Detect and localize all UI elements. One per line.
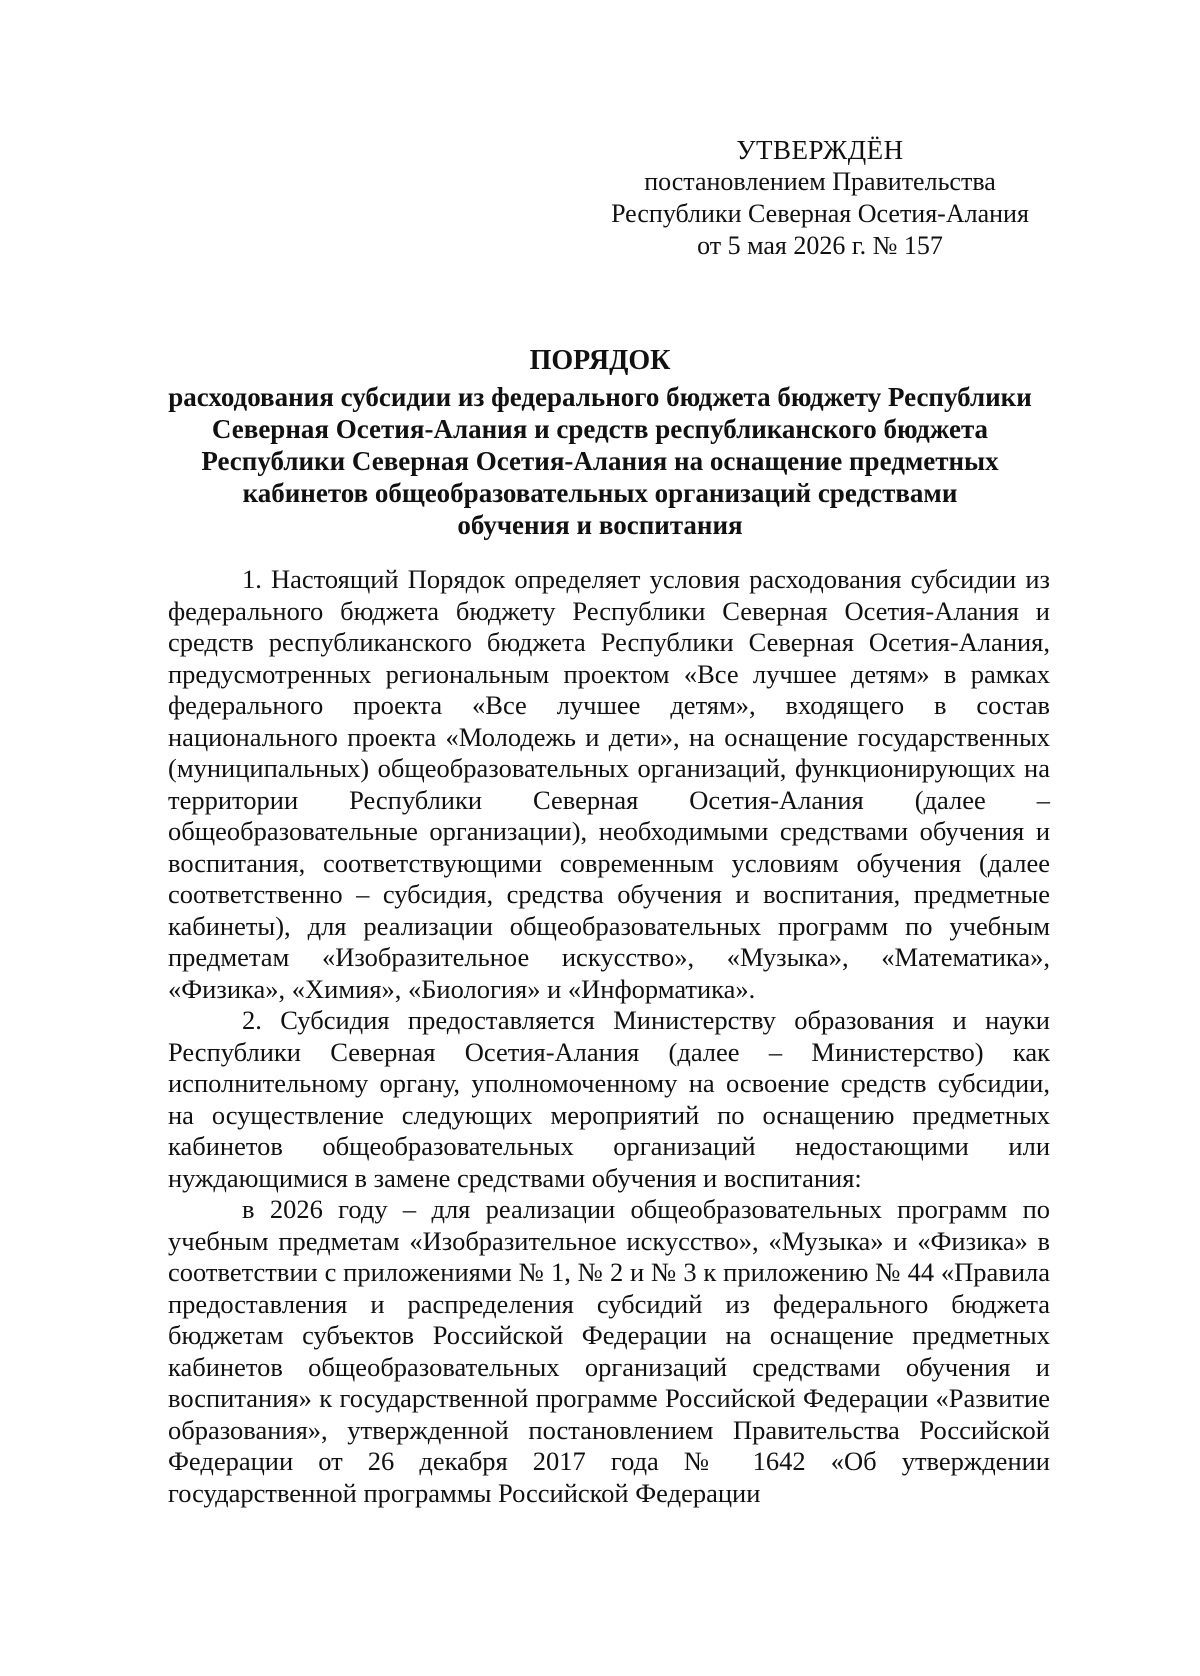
title-subline: расходования субсидии из федерального бюджета бюджету Республики bbox=[168, 382, 1032, 412]
document-title bbox=[160, 345, 1040, 541]
title-main: ПОРЯДОК bbox=[529, 345, 671, 376]
approval-block bbox=[590, 134, 1050, 262]
title-subline: Республики Северная Осетия-Алания на оснащение предметных bbox=[201, 446, 999, 476]
approval-line: Республики Северная Осетия-Алания bbox=[611, 199, 1029, 228]
approval-date-number: от 5 мая 2026 г. № 157 bbox=[697, 231, 943, 260]
paragraph: 2. Субсидия предоставляется Министерству образования и науки Республики Северная Осетия-Алания (далее – Министерство) как исполнительному органу, уполномоченному на освоение средств субсидии, на осуществление следующих мероприятий по оснащению предметных кабинетов общеобразовательных организаций недостающими или нуждающимися в замене средствами обучения и воспитания: bbox=[168, 1005, 1050, 1193]
title-subline: кабинетов общеобразовательных организаций средствами bbox=[242, 478, 958, 508]
title-subline: обучения и воспитания bbox=[457, 510, 743, 540]
paragraph: в 2026 году – для реализации общеобразовательных программ по учебным предметам «Изобразительное искусство», «Музыка» и «Физика» в соответствии с приложениями № 1, № 2 и № 3 к приложению № 44 «Правила предоставления и распределения субсидий из федерального бюджета бюджетам субъектов Российской Федерации на оснащение предметных кабинетов общеобразовательных организаций средствами обучения и воспитания» к государственной программе Российской Федерации «Развитие образования», утвержденной постановлением Правительства Российской Федерации от 26 декабря 2017 года № 1642 «Об утверждении государственной программы Российской Федерации bbox=[168, 1194, 1050, 1508]
paragraph: 1. Настоящий Порядок определяет условия расходования субсидии из федерального бюджета бюджету Республики Северная Осетия-Алания и средств республиканского бюджета Республики Северная Осетия-Алания, предусмотренных региональным проектом «Все лучшее детям» в рамках федерального проекта «Все лучшее детям», входящего в состав национального проекта «Молодежь и дети», на оснащение государственных (муниципальных) общеобразовательных организаций, функционирующих на территории Республики Северная Осетия-Алания (далее – общеобразовательные организации), необходимыми средствами обучения и воспитания, соответствующими современным условиям обучения (далее соответственно – субсидия, средства обучения и воспитания, предметные кабинеты), для реализации общеобразовательных программ по учебным предметам «Изобразительное искусство», «Музыка», «Математика», «Физика», «Химия», «Биология» и «Информатика». bbox=[168, 564, 1050, 1004]
approval-heading: УТВЕРЖДЁН bbox=[736, 135, 904, 165]
document-body bbox=[168, 564, 1050, 1509]
title-subline: Северная Осетия-Алания и средств республиканского бюджета bbox=[211, 414, 989, 444]
approval-line: постановлением Правительства bbox=[644, 167, 996, 196]
